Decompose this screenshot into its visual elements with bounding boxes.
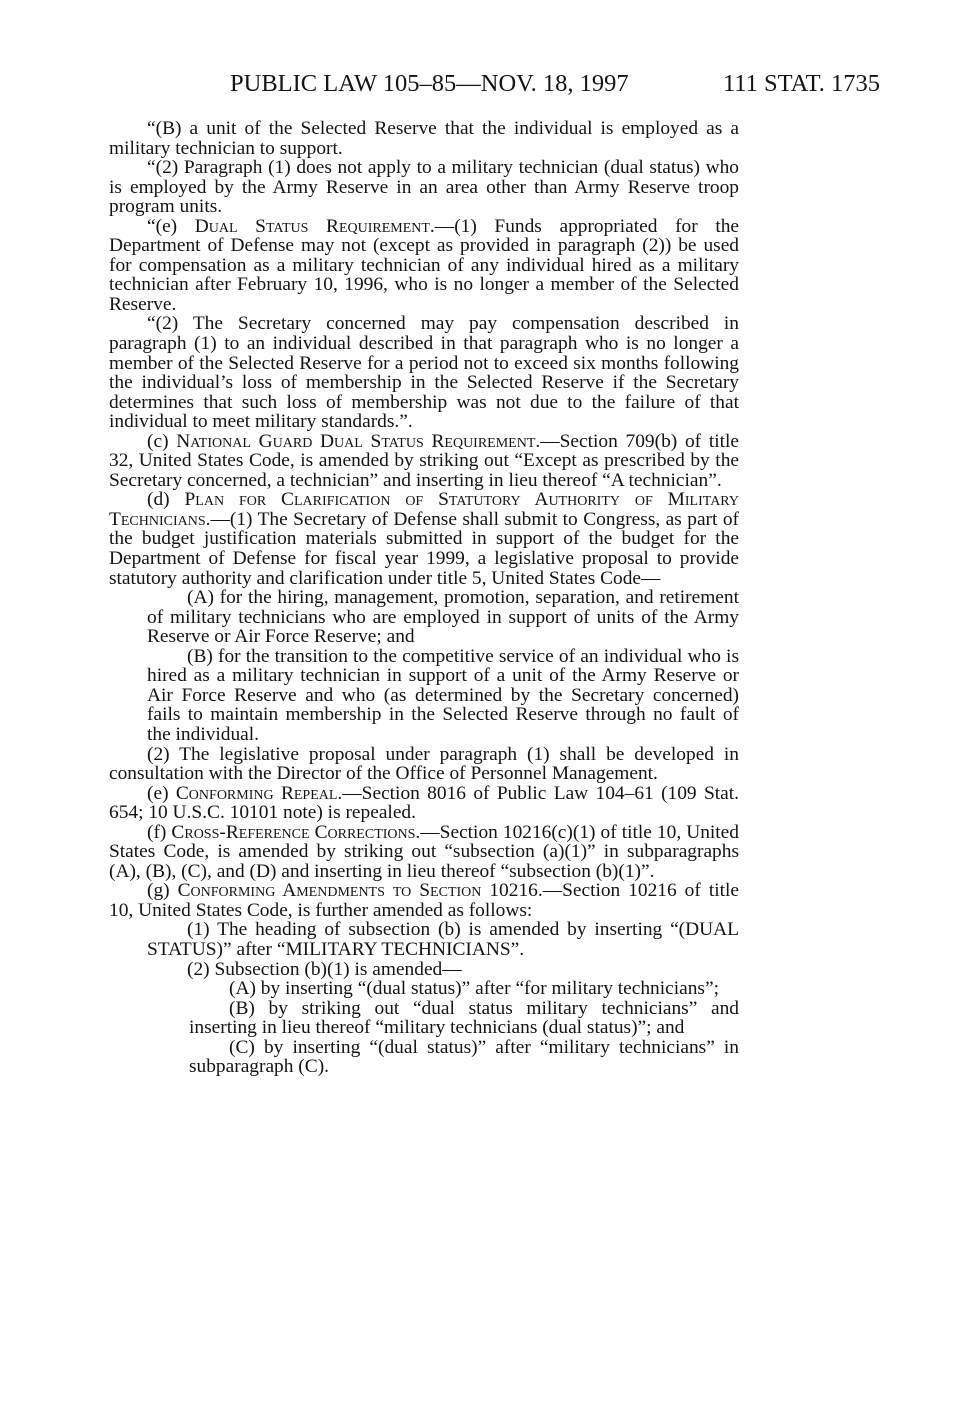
paragraph-2-consultation: (2) The legislative proposal under paragraph (1) shall be developed in consultation with the Director of the Office of Personnel Management. [109,743,739,785]
item-2c: (C) by inserting “(dual status)” after “military technicians” in subparagraph (C). [189,1036,739,1078]
statute-page-number: 111 STAT. 1735 [722,70,880,97]
subparagraph-a-hiring: (A) for the hiring, management, promotion, separation, and retirement of military technicians who are employed in support of units of the Army Reserve or Air Force Reserve; and [147,587,739,648]
section-heading: Plan for Clarification of Statutory Authority of Military Technicians. [109,489,739,530]
public-law-title: PUBLIC LAW 105–85—NOV. 18, 1997 [230,70,629,97]
paragraph-b-unit: “(B) a unit of the Selected Reserve that the individual is employed as a military technician to support. [109,118,739,159]
item-1-heading: (1) The heading of subsection (b) is amended by inserting “(DUAL STATUS)” after “MILITARY TECHNICIANS”. [147,919,739,960]
paragraph-e-dual-status: “(e) Dual Status Requirement.—(1) Funds appropriated for the Department of Defense may not (except as provided in paragraph (2)) be used for compensation as a military technician of any individual hired as a military technician after February 10, 1996, who is no longer a member of the Selected Reserve. [109,215,740,315]
page-header [230,70,880,110]
document-body [109,119,739,1077]
paragraph-c-national-guard: (c) National Guard Dual Status Requirement.—Section 709(b) of title 32, United States Code, is amended by striking out “Except as prescribed by the Secretary concerned, a technician” and inserting in lieu thereof “A technician”. [109,430,739,491]
section-heading: Dual Status Requirement. [194,215,435,237]
item-2b: (B) by striking out “dual status military technicians” and inserting in lieu thereof “military technicians (dual status)”; and [189,997,739,1039]
subparagraph-b-transition: (B) for the transition to the competitive service of an individual who is hired as a military technician in support of a unit of the Army Reserve or Air Force Reserve and who (as determined by the Secretary concerned) fails to maintain membership in the Selected Reserve through no fault of the individual. [147,645,739,745]
item-2a: (A) by inserting “(dual status)” after “for military technicians”; [229,978,719,1000]
paragraph-f-cross-reference: (f) Cross-Reference Corrections.—Section 10216(c)(1) of title 10, United States Code, is amended by striking out “subsection (a)(1)” in subparagraphs (A), (B), (C), and (D) and inserting in lieu thereof “subsection (b)(1)”. [109,821,739,882]
paragraph-e-repeal: (e) Conforming Repeal.—Section 8016 of Public Law 104–61 (109 Stat. 654; 10 U.S.C. 10101 note) is repealed. [109,782,739,824]
paragraph-2-compensation: “(2) The Secretary concerned may pay compensation described in paragraph (1) to an individual described in that paragraph who is no longer a member of the Selected Reserve for a period not to exceed six months following the individual’s loss of membership in the Selected Reserve if the Secretary determines that such loss of membership was not due to the failure of that individual to meet military standards.”. [109,313,739,433]
paragraph-g-amendments: (g) Conforming Amendments to Section 10216.—Section 10216 of title 10, United States Code, is further amended as follows: [109,880,739,921]
paragraph-d-plan: (d) Plan for Clarification of Statutory Authority of Military Technicians.—(1) The Secretary of Defense shall submit to Congress, as part of the budget justification materials submitted in support of the budget for the Department of Defense for fiscal year 1999, a legislative proposal to provide statutory authority and clarification under title 5, United States Code— [109,489,739,589]
section-heading: Conforming Repeal. [175,782,343,804]
section-heading: Cross-Reference Corrections. [171,821,421,843]
item-2-subsection: (2) Subsection (b)(1) is amended— [187,958,462,980]
section-heading: Conforming Amendments to Section 10216. [177,880,543,902]
paragraph-2-exception: “(2) Paragraph (1) does not apply to a military technician (dual status) who is employed by the Army Reserve in an area other than Army Reserve troop program units. [109,157,739,218]
section-heading: National Guard Dual Status Requirement. [176,430,541,452]
